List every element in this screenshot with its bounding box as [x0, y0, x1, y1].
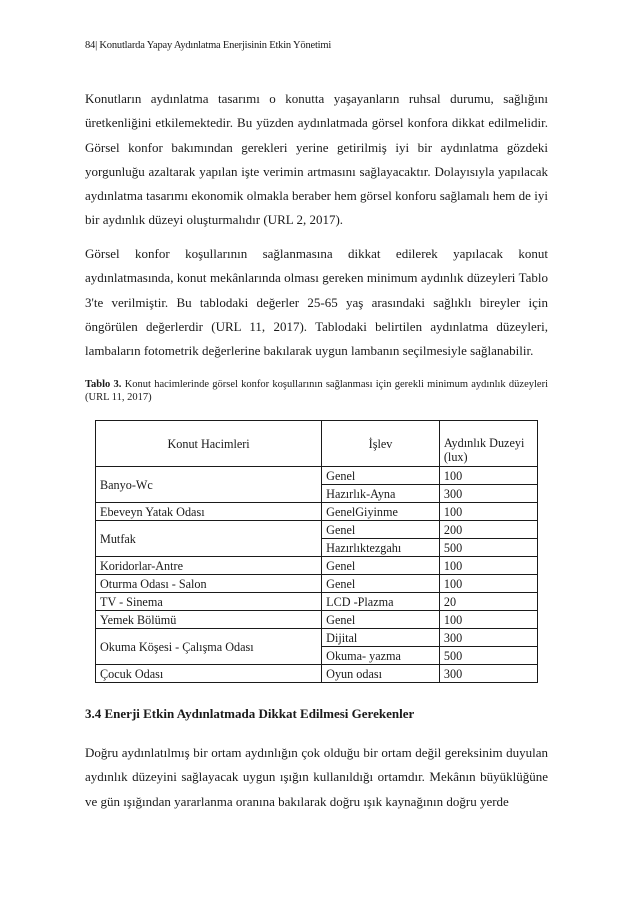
- table-row: [96, 593, 538, 611]
- table-row: [96, 665, 538, 683]
- paragraph-3: Doğru aydınlatılmış bir ortam aydınlığın çok olduğu bir ortam değil gereksinim duyulan aydınlık düzeyini sağlayacak uygun ışığın kullanıldığı ortamdır. Mekânın büyüklüğüne ve gün ışığından yararlanma oranına bakılarak doğru ışık kaynağının doğru yerde: [85, 745, 548, 809]
- cell-lux: 100: [439, 575, 537, 593]
- cell-lux: 500: [439, 539, 537, 557]
- table-row: [96, 557, 538, 575]
- table-row: [96, 467, 538, 485]
- cell-space: Çocuk Odası: [96, 665, 322, 683]
- cell-space: Koridorlar-Antre: [96, 557, 322, 575]
- table-row: [96, 611, 538, 629]
- cell-lux: 300: [439, 665, 537, 683]
- cell-function: Okuma- yazma: [322, 647, 440, 665]
- cell-function: Genel: [322, 521, 440, 539]
- cell-space: Okuma Köşesi - Çalışma Odası: [96, 629, 322, 665]
- illuminance-table: [95, 420, 538, 683]
- paragraph-2: Görsel konfor koşullarının sağlanmasına dikkat edilerek yapılacak konut aydınlatmasında, konut mekânlarında olması gereken minimum aydınlık düzeyleri Tablo 3'te verilmiştir. Bu tablodaki değerler 25-65 yaş arasındaki sağlıklı bireyler için öngörülen değerlerdir (URL 11, 2017). Tablodaki belirtilen aydınlatma düzeyleri, lambaların fotometrik değerlerine bakılarak uygun lambanın seçilmesiyle sağlanabilir.: [85, 246, 548, 359]
- cell-lux: 20: [439, 593, 537, 611]
- cell-space: TV - Sinema: [96, 593, 322, 611]
- cell-lux: 100: [439, 557, 537, 575]
- cell-function: Genel: [322, 611, 440, 629]
- cell-space: Banyo-Wc: [96, 467, 322, 503]
- cell-lux: 100: [439, 611, 537, 629]
- cell-function: Hazırlıktezgahı: [322, 539, 440, 557]
- table-header-row: [96, 421, 538, 467]
- cell-function: Hazırlık-Ayna: [322, 485, 440, 503]
- header-function: İşlev: [322, 421, 440, 467]
- table-row: [96, 629, 538, 647]
- cell-function: Genel: [322, 575, 440, 593]
- header-space: Konut Hacimleri: [96, 421, 322, 467]
- cell-function: Genel: [322, 557, 440, 575]
- section-title: 3.4 Enerji Etkin Aydınlatmada Dikkat Edilmesi Gerekenler: [85, 706, 415, 721]
- page-header: 84| Konutlarda Yapay Aydınlatma Enerjisinin Etkin Yönetimi: [85, 40, 332, 51]
- cell-lux: 100: [439, 503, 537, 521]
- cell-space: Oturma Odası - Salon: [96, 575, 322, 593]
- cell-function: GenelGiyinme: [322, 503, 440, 521]
- cell-lux: 300: [439, 629, 537, 647]
- cell-lux: 200: [439, 521, 537, 539]
- table-caption-text: Konut hacimlerinde görsel konfor koşullarının sağlanması için gerekli minimum aydınlık düzeyleri (URL 11, 2017): [85, 379, 548, 403]
- cell-space: Ebeveyn Yatak Odası: [96, 503, 322, 521]
- cell-space: Yemek Bölümü: [96, 611, 322, 629]
- table-row: [96, 575, 538, 593]
- cell-function: LCD -Plazma: [322, 593, 440, 611]
- table-row: [96, 503, 538, 521]
- table-row: [96, 521, 538, 539]
- cell-function: Dijital: [322, 629, 440, 647]
- cell-lux: 500: [439, 647, 537, 665]
- cell-lux: 300: [439, 485, 537, 503]
- table-body: [96, 467, 538, 683]
- cell-lux: 100: [439, 467, 537, 485]
- cell-function: Genel: [322, 467, 440, 485]
- cell-function: Oyun odası: [322, 665, 440, 683]
- cell-space: Mutfak: [96, 521, 322, 557]
- table-caption-label: Tablo 3.: [85, 379, 122, 390]
- paragraph-1: Konutların aydınlatma tasarımı o konutta yaşayanların ruhsal durumu, sağlığını üretkenliğini etkilemektedir. Bu yüzden aydınlatmada görsel konfora dikkat edilmelidir. Görsel konfor bakımından gerekleri yerine getirilmiş iyi bir aydınlatma gözdeki yorgunluğu azaltarak yapılan işte verimin artmasını sağlayacaktır. Dolayısıyla yapılacak aydınlatma tasarımı ekonomik olmakla beraber hem görsel konforu sağlamalı hem de iyi bir aydınlık düzeyi oluşturmalıdır (URL 2, 2017).: [85, 91, 548, 228]
- table-caption: [85, 378, 548, 404]
- header-lux: Aydınlık Duzeyi (lux): [439, 421, 537, 467]
